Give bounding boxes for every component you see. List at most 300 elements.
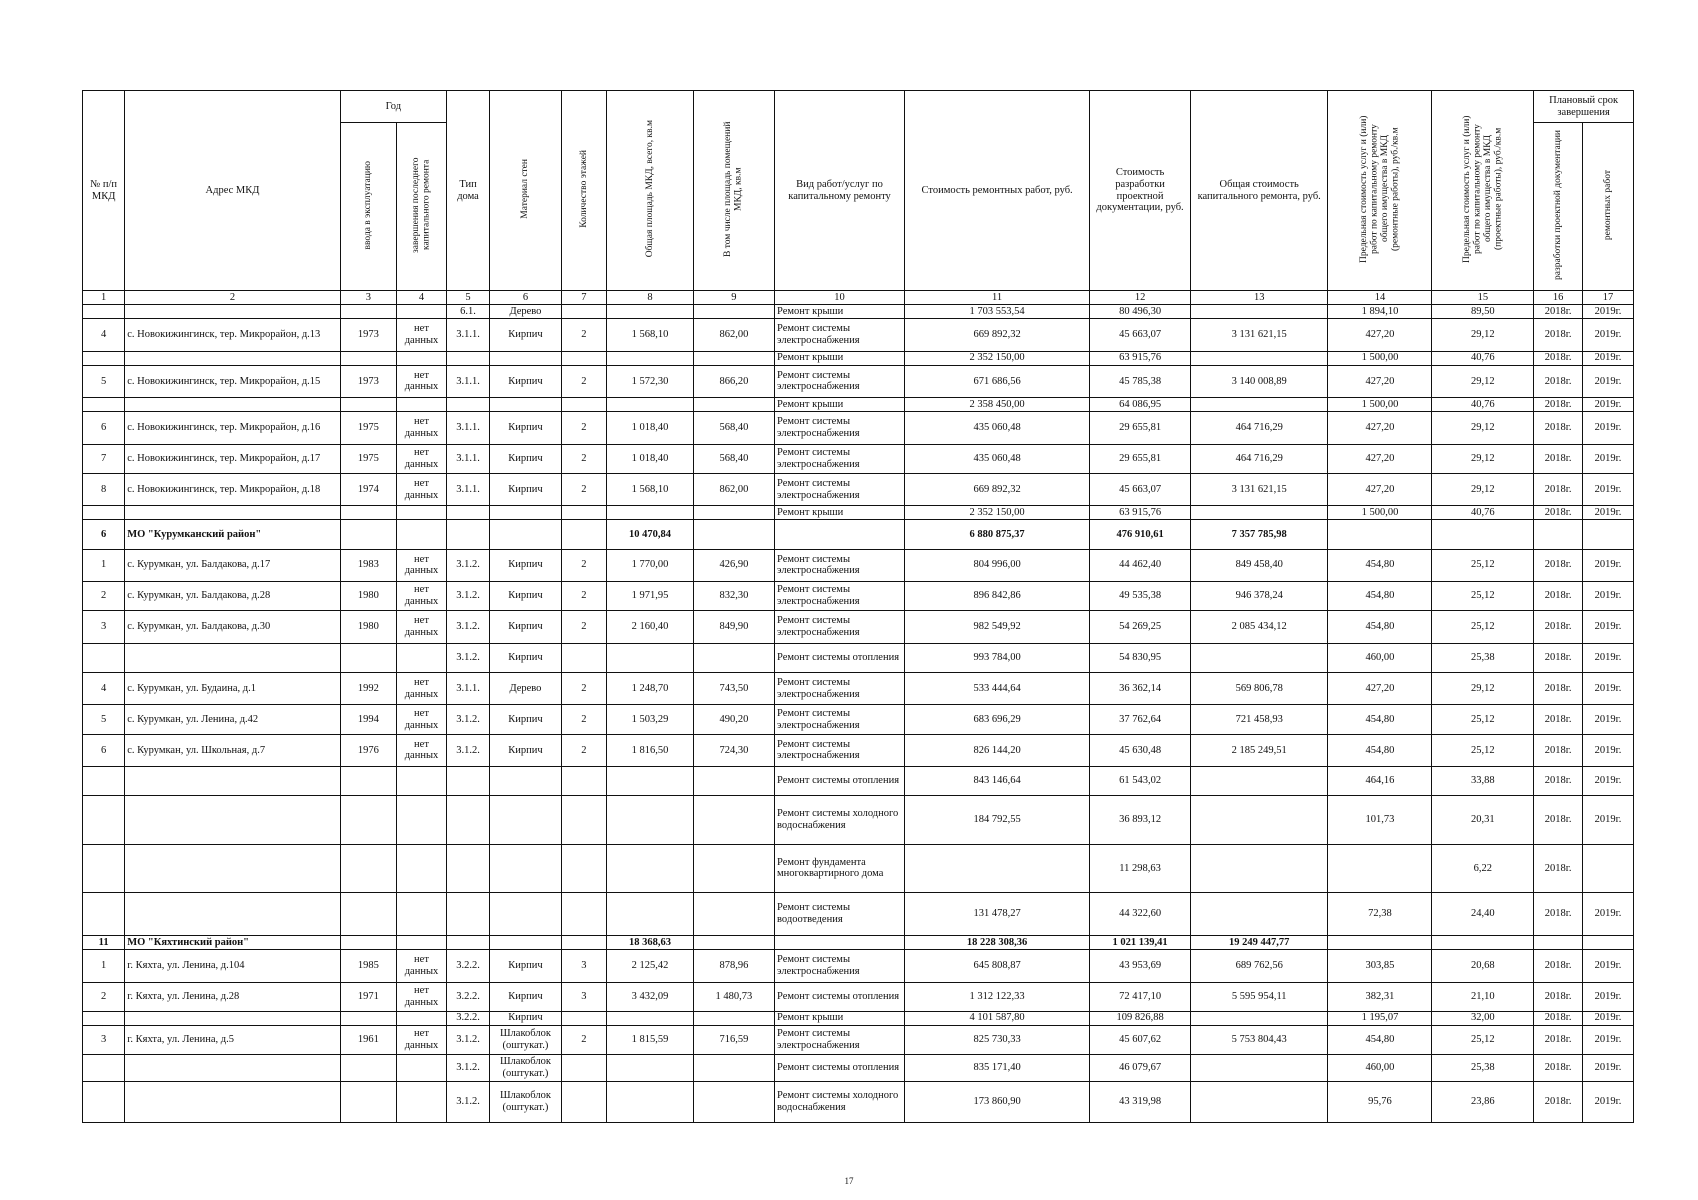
table-cell: Ремонт системы электроснабжения: [775, 1025, 905, 1054]
table-cell: Кирпич: [490, 611, 561, 643]
table-cell: 72 417,10: [1090, 982, 1191, 1011]
table-cell: 2018г.: [1534, 673, 1583, 705]
table-cell: [397, 892, 447, 935]
table-cell: 4: [83, 673, 125, 705]
header-wall-material-text: Материал стен: [520, 158, 531, 219]
table-cell: [83, 1011, 125, 1025]
table-cell: 2018г.: [1534, 1011, 1583, 1025]
table-cell: 49 535,38: [1090, 582, 1191, 611]
table-cell: [693, 643, 774, 672]
table-row: [83, 549, 1634, 581]
table-cell: [490, 398, 561, 412]
header-design-cost: Стоимость разработки проектной документации, руб.: [1090, 91, 1191, 291]
table-body: [83, 91, 1634, 1123]
table-cell: 1 503,29: [607, 705, 694, 734]
table-cell: 2018г.: [1534, 1025, 1583, 1054]
table-cell: 1992: [340, 673, 396, 705]
table-cell: г. Кяхта, ул. Ленина, д.5: [125, 1025, 341, 1054]
table-cell: 11 298,63: [1090, 845, 1191, 893]
table-cell: 1973: [340, 365, 396, 397]
municipality-subtotal-row: [83, 520, 1634, 549]
table-cell: Ремонт системы водоотведения: [775, 892, 905, 935]
table-cell: [1190, 506, 1328, 520]
table-cell: [446, 520, 489, 549]
table-cell: 1983: [340, 549, 396, 581]
column-number-cell: 2: [125, 291, 341, 305]
table-cell: 2019г.: [1582, 365, 1633, 397]
table-cell: 1 894,10: [1328, 305, 1432, 319]
table-cell: [446, 351, 489, 365]
table-cell: 2018г.: [1534, 351, 1583, 365]
table-cell: Кирпич: [490, 549, 561, 581]
table-cell: 1 770,00: [607, 549, 694, 581]
table-cell: [397, 398, 447, 412]
header-total-area-text: Общая площадь МКД, всего, кв.м: [644, 119, 655, 258]
table-cell: 427,20: [1328, 319, 1432, 351]
table-cell: 3 432,09: [607, 982, 694, 1011]
column-number-cell: 17: [1582, 291, 1633, 305]
column-number-cell: 7: [561, 291, 606, 305]
capital-repair-table: [82, 90, 1634, 1123]
table-cell: [1432, 936, 1534, 950]
table-cell: 2019г.: [1582, 444, 1633, 473]
table-cell: 427,20: [1328, 444, 1432, 473]
table-cell: 45 663,07: [1090, 319, 1191, 351]
table-cell: 1 018,40: [607, 444, 694, 473]
table-cell: 2 085 434,12: [1190, 611, 1328, 643]
table-cell: 1: [83, 950, 125, 982]
table-row: [83, 506, 1634, 520]
table-cell: 1975: [340, 412, 396, 444]
table-cell: 460,00: [1328, 643, 1432, 672]
table-cell: 29 655,81: [1090, 412, 1191, 444]
table-cell: [607, 1055, 694, 1082]
header-floors-text: Количество этажей: [578, 149, 589, 228]
table-cell: 45 663,07: [1090, 473, 1191, 505]
table-cell: [1328, 845, 1432, 893]
table-cell: Ремонт крыши: [775, 305, 905, 319]
header-limit-design: [1432, 91, 1534, 291]
table-cell: 2018г.: [1534, 982, 1583, 1011]
header-premises-area: [693, 91, 774, 291]
table-cell: 2018г.: [1534, 582, 1583, 611]
table-cell: 2 352 150,00: [905, 506, 1090, 520]
table-cell: [125, 1055, 341, 1082]
table-cell: 2019г.: [1582, 1025, 1633, 1054]
header-deadline-repair: [1582, 123, 1633, 291]
table-cell: 2018г.: [1534, 892, 1583, 935]
table-cell: [446, 398, 489, 412]
table-cell: 1961: [340, 1025, 396, 1054]
table-row: [83, 351, 1634, 365]
table-cell: [397, 520, 447, 549]
table-cell: 29,12: [1432, 319, 1534, 351]
table-cell: [1190, 398, 1328, 412]
table-cell: 1 971,95: [607, 582, 694, 611]
table-cell: [693, 1011, 774, 1025]
column-number-cell: 8: [607, 291, 694, 305]
table-cell: [607, 845, 694, 893]
table-cell: с. Курумкан, ул. Балдакова, д.17: [125, 549, 341, 581]
table-cell: 2 160,40: [607, 611, 694, 643]
table-cell: 1974: [340, 473, 396, 505]
table-cell: 1980: [340, 611, 396, 643]
table-cell: 3.1.2.: [446, 643, 489, 672]
table-cell: 25,12: [1432, 734, 1534, 766]
table-cell: [561, 305, 606, 319]
table-cell: 1 312 122,33: [905, 982, 1090, 1011]
table-cell: 454,80: [1328, 705, 1432, 734]
table-cell: [561, 398, 606, 412]
header-premises-area-text: В том числе площадь помещений МКД, кв.м: [723, 120, 744, 257]
table-cell: Ремонт системы электроснабжения: [775, 365, 905, 397]
table-cell: 3.1.1.: [446, 319, 489, 351]
table-cell: 3.1.2.: [446, 1055, 489, 1082]
table-cell: [397, 351, 447, 365]
table-cell: 2018г.: [1534, 365, 1583, 397]
table-cell: Ремонт крыши: [775, 351, 905, 365]
table-cell: [83, 398, 125, 412]
table-row: [83, 1081, 1634, 1122]
table-cell: [693, 398, 774, 412]
table-cell: 63 915,76: [1090, 351, 1191, 365]
table-cell: 7: [83, 444, 125, 473]
table-cell: 3.2.2.: [446, 982, 489, 1011]
table-cell: 427,20: [1328, 673, 1432, 705]
table-cell: 20,68: [1432, 950, 1534, 982]
table-cell: Ремонт системы холодного водоснабжения: [775, 796, 905, 845]
table-cell: 7 357 785,98: [1190, 520, 1328, 549]
table-cell: 44 462,40: [1090, 549, 1191, 581]
table-cell: 10 470,84: [607, 520, 694, 549]
table-cell: [125, 506, 341, 520]
table-cell: [446, 892, 489, 935]
table-cell: 2019г.: [1582, 705, 1633, 734]
table-cell: [125, 767, 341, 796]
table-cell: 454,80: [1328, 611, 1432, 643]
table-cell: 825 730,33: [905, 1025, 1090, 1054]
table-cell: [561, 845, 606, 893]
table-cell: 3.1.2.: [446, 734, 489, 766]
table-cell: [490, 936, 561, 950]
table-cell: 2: [561, 319, 606, 351]
header-deadline-design-text: разработки проектной документации: [1552, 129, 1563, 280]
header-work-type: Вид работ/услуг по капитальному ремонту: [775, 91, 905, 291]
table-cell: 2019г.: [1582, 734, 1633, 766]
column-number-cell: 5: [446, 291, 489, 305]
column-number-cell: 15: [1432, 291, 1534, 305]
table-cell: 568,40: [693, 412, 774, 444]
table-cell: Ремонт системы отопления: [775, 1055, 905, 1082]
table-cell: 72,38: [1328, 892, 1432, 935]
table-cell: 131 478,27: [905, 892, 1090, 935]
table-row: [83, 845, 1634, 893]
table-cell: [693, 520, 774, 549]
table-cell: 6.1.: [446, 305, 489, 319]
table-cell: [607, 305, 694, 319]
table-cell: 464 716,29: [1190, 444, 1328, 473]
table-cell: 18 368,63: [607, 936, 694, 950]
table-cell: [607, 351, 694, 365]
table-cell: 45 785,38: [1090, 365, 1191, 397]
table-cell: 3.1.2.: [446, 611, 489, 643]
table-cell: 3.2.2.: [446, 1011, 489, 1025]
table-cell: 3.1.1.: [446, 365, 489, 397]
table-cell: 2: [561, 734, 606, 766]
table-cell: 2018г.: [1534, 643, 1583, 672]
table-cell: Шлакоблок (оштукат.): [490, 1025, 561, 1054]
table-cell: [83, 845, 125, 893]
table-cell: [340, 845, 396, 893]
table-cell: 6,22: [1432, 845, 1534, 893]
table-cell: нет данных: [397, 473, 447, 505]
table-cell: Шлакоблок (оштукат.): [490, 1081, 561, 1122]
table-cell: [1582, 845, 1633, 893]
table-cell: [490, 767, 561, 796]
table-cell: 2019г.: [1582, 582, 1633, 611]
table-cell: 454,80: [1328, 734, 1432, 766]
table-cell: 43 953,69: [1090, 950, 1191, 982]
table-cell: [340, 305, 396, 319]
table-cell: 721 458,93: [1190, 705, 1328, 734]
table-cell: 36 362,14: [1090, 673, 1191, 705]
table-cell: 2018г.: [1534, 319, 1583, 351]
table-cell: 569 806,78: [1190, 673, 1328, 705]
table-cell: [490, 351, 561, 365]
table-cell: 2: [83, 982, 125, 1011]
table-cell: 2: [561, 549, 606, 581]
table-cell: 2019г.: [1582, 1081, 1633, 1122]
table-cell: 2018г.: [1534, 549, 1583, 581]
table-cell: [693, 936, 774, 950]
table-row: [83, 1025, 1634, 1054]
table-cell: 6: [83, 412, 125, 444]
table-cell: 878,96: [693, 950, 774, 982]
table-cell: 426,90: [693, 549, 774, 581]
table-cell: 2018г.: [1534, 398, 1583, 412]
table-cell: [397, 767, 447, 796]
table-cell: [340, 767, 396, 796]
column-number-cell: 14: [1328, 291, 1432, 305]
table-cell: Кирпич: [490, 473, 561, 505]
table-cell: 3.1.1.: [446, 673, 489, 705]
table-cell: 21,10: [1432, 982, 1534, 1011]
header-limit-design-text: Предельная стоимость услуг и (или) работ по капитальному ремонту общего имущества в МКД (проектные работы), руб./кв.м: [1461, 114, 1504, 263]
table-cell: [125, 1011, 341, 1025]
table-cell: 2 358 450,00: [905, 398, 1090, 412]
table-cell: 2019г.: [1582, 611, 1633, 643]
table-cell: [1432, 520, 1534, 549]
table-cell: [1190, 1055, 1328, 1082]
table-cell: 2: [83, 582, 125, 611]
table-cell: 40,76: [1432, 506, 1534, 520]
table-cell: Ремонт системы электроснабжения: [775, 412, 905, 444]
header-year-commission-text: ввода в эксплуатацию: [363, 160, 374, 250]
table-cell: [561, 506, 606, 520]
table-cell: [446, 845, 489, 893]
table-cell: [1534, 520, 1583, 549]
table-cell: 2018г.: [1534, 705, 1583, 734]
table-cell: [397, 845, 447, 893]
table-cell: 1 021 139,41: [1090, 936, 1191, 950]
table-cell: Ремонт системы электроснабжения: [775, 473, 905, 505]
table-cell: 982 549,92: [905, 611, 1090, 643]
header-floors: [561, 91, 606, 291]
table-cell: 832,30: [693, 582, 774, 611]
table-cell: 5 753 804,43: [1190, 1025, 1328, 1054]
table-cell: 8: [83, 473, 125, 505]
table-cell: 716,59: [693, 1025, 774, 1054]
table-cell: 804 996,00: [905, 549, 1090, 581]
table-cell: [125, 643, 341, 672]
column-number-cell: 12: [1090, 291, 1191, 305]
table-cell: Ремонт системы холодного водоснабжения: [775, 1081, 905, 1122]
table-cell: [693, 351, 774, 365]
table-cell: 29,12: [1432, 673, 1534, 705]
table-cell: Ремонт системы электроснабжения: [775, 950, 905, 982]
table-cell: 2018г.: [1534, 845, 1583, 893]
table-cell: с. Курумкан, ул. Балдакова, д.28: [125, 582, 341, 611]
header-year-last-repair-text: завершения последнего капитального ремонта: [411, 157, 432, 253]
table-cell: 3.1.1.: [446, 444, 489, 473]
column-number-cell: 11: [905, 291, 1090, 305]
table-cell: [125, 398, 341, 412]
table-cell: 724,30: [693, 734, 774, 766]
table-cell: с. Курумкан, ул. Ленина, д.42: [125, 705, 341, 734]
header-year: Год: [340, 91, 446, 123]
table-cell: 2018г.: [1534, 767, 1583, 796]
table-cell: 3: [83, 1025, 125, 1054]
table-cell: 2019г.: [1582, 767, 1633, 796]
table-cell: 2 185 249,51: [1190, 734, 1328, 766]
table-cell: 689 762,56: [1190, 950, 1328, 982]
table-cell: 3: [83, 611, 125, 643]
table-cell: [607, 506, 694, 520]
table-cell: 37 762,64: [1090, 705, 1191, 734]
table-cell: с. Курумкан, ул. Школьная, д.7: [125, 734, 341, 766]
table-cell: 1 500,00: [1328, 351, 1432, 365]
table-cell: [83, 1055, 125, 1082]
table-cell: [125, 1081, 341, 1122]
table-cell: Дерево: [490, 673, 561, 705]
table-cell: 1 018,40: [607, 412, 694, 444]
column-number-cell: 3: [340, 291, 396, 305]
header-deadline-repair-text: ремонтных работ: [1602, 169, 1613, 240]
table-cell: 32,00: [1432, 1011, 1534, 1025]
header-deadline-design: [1534, 123, 1583, 291]
table-cell: 3: [561, 982, 606, 1011]
table-cell: [1582, 936, 1633, 950]
table-cell: 2019г.: [1582, 796, 1633, 845]
table-cell: [397, 1081, 447, 1122]
table-cell: Ремонт системы электроснабжения: [775, 444, 905, 473]
table-cell: Кирпич: [490, 319, 561, 351]
table-row: [83, 1055, 1634, 1082]
table-cell: [1190, 643, 1328, 672]
table-cell: 2: [561, 444, 606, 473]
table-cell: 3.1.2.: [446, 1025, 489, 1054]
table-cell: 25,38: [1432, 1055, 1534, 1082]
table-cell: 946 378,24: [1190, 582, 1328, 611]
table-cell: 40,76: [1432, 351, 1534, 365]
table-cell: Ремонт системы электроснабжения: [775, 734, 905, 766]
table-cell: 427,20: [1328, 473, 1432, 505]
table-cell: 2018г.: [1534, 796, 1583, 845]
column-number-cell: 4: [397, 291, 447, 305]
table-cell: нет данных: [397, 950, 447, 982]
table-cell: 64 086,95: [1090, 398, 1191, 412]
table-cell: 29 655,81: [1090, 444, 1191, 473]
table-cell: 89,50: [1432, 305, 1534, 319]
table-cell: Ремонт системы отопления: [775, 767, 905, 796]
table-cell: 45 607,62: [1090, 1025, 1191, 1054]
table-cell: [340, 398, 396, 412]
table-cell: 3.1.2.: [446, 1081, 489, 1122]
table-row: [83, 705, 1634, 734]
table-cell: 2018г.: [1534, 412, 1583, 444]
table-cell: с. Новокижингинск, тер. Микрорайон, д.16: [125, 412, 341, 444]
table-cell: [340, 936, 396, 950]
table-cell: 2: [561, 673, 606, 705]
table-cell: [83, 892, 125, 935]
table-cell: 1985: [340, 950, 396, 982]
table-row: [83, 1011, 1634, 1025]
table-cell: [340, 351, 396, 365]
table-cell: с. Новокижингинск, тер. Микрорайон, д.17: [125, 444, 341, 473]
table-cell: [490, 796, 561, 845]
table-cell: 2018г.: [1534, 1055, 1583, 1082]
table-cell: 23,86: [1432, 1081, 1534, 1122]
table-cell: [561, 1081, 606, 1122]
table-cell: 568,40: [693, 444, 774, 473]
table-cell: Кирпич: [490, 643, 561, 672]
table-cell: 43 319,98: [1090, 1081, 1191, 1122]
table-cell: 849,90: [693, 611, 774, 643]
table-row: [83, 643, 1634, 672]
table-cell: 54 269,25: [1090, 611, 1191, 643]
table-cell: с. Новокижингинск, тер. Микрорайон, д.13: [125, 319, 341, 351]
table-cell: с. Новокижингинск, тер. Микрорайон, д.18: [125, 473, 341, 505]
table-cell: 533 444,64: [905, 673, 1090, 705]
table-cell: нет данных: [397, 444, 447, 473]
table-cell: Кирпич: [490, 412, 561, 444]
table-cell: 11: [83, 936, 125, 950]
table-cell: Дерево: [490, 305, 561, 319]
table-cell: 6: [83, 520, 125, 549]
table-cell: нет данных: [397, 1025, 447, 1054]
table-cell: [1190, 1011, 1328, 1025]
table-cell: 2: [561, 705, 606, 734]
table-cell: 2019г.: [1582, 892, 1633, 935]
table-cell: [607, 398, 694, 412]
table-cell: [83, 506, 125, 520]
column-number-cell: 16: [1534, 291, 1583, 305]
table-cell: [561, 767, 606, 796]
table-cell: 109 826,88: [1090, 1011, 1191, 1025]
table-cell: 2018г.: [1534, 950, 1583, 982]
table-cell: [1328, 520, 1432, 549]
table-cell: [561, 643, 606, 672]
table-cell: нет данных: [397, 734, 447, 766]
table-cell: 2: [561, 365, 606, 397]
table-cell: с. Новокижингинск, тер. Микрорайон, д.15: [125, 365, 341, 397]
table-row: [83, 412, 1634, 444]
table-row: [83, 319, 1634, 351]
table-cell: [446, 767, 489, 796]
header-limit-repair: [1328, 91, 1432, 291]
table-cell: 44 322,60: [1090, 892, 1191, 935]
table-cell: [693, 1055, 774, 1082]
